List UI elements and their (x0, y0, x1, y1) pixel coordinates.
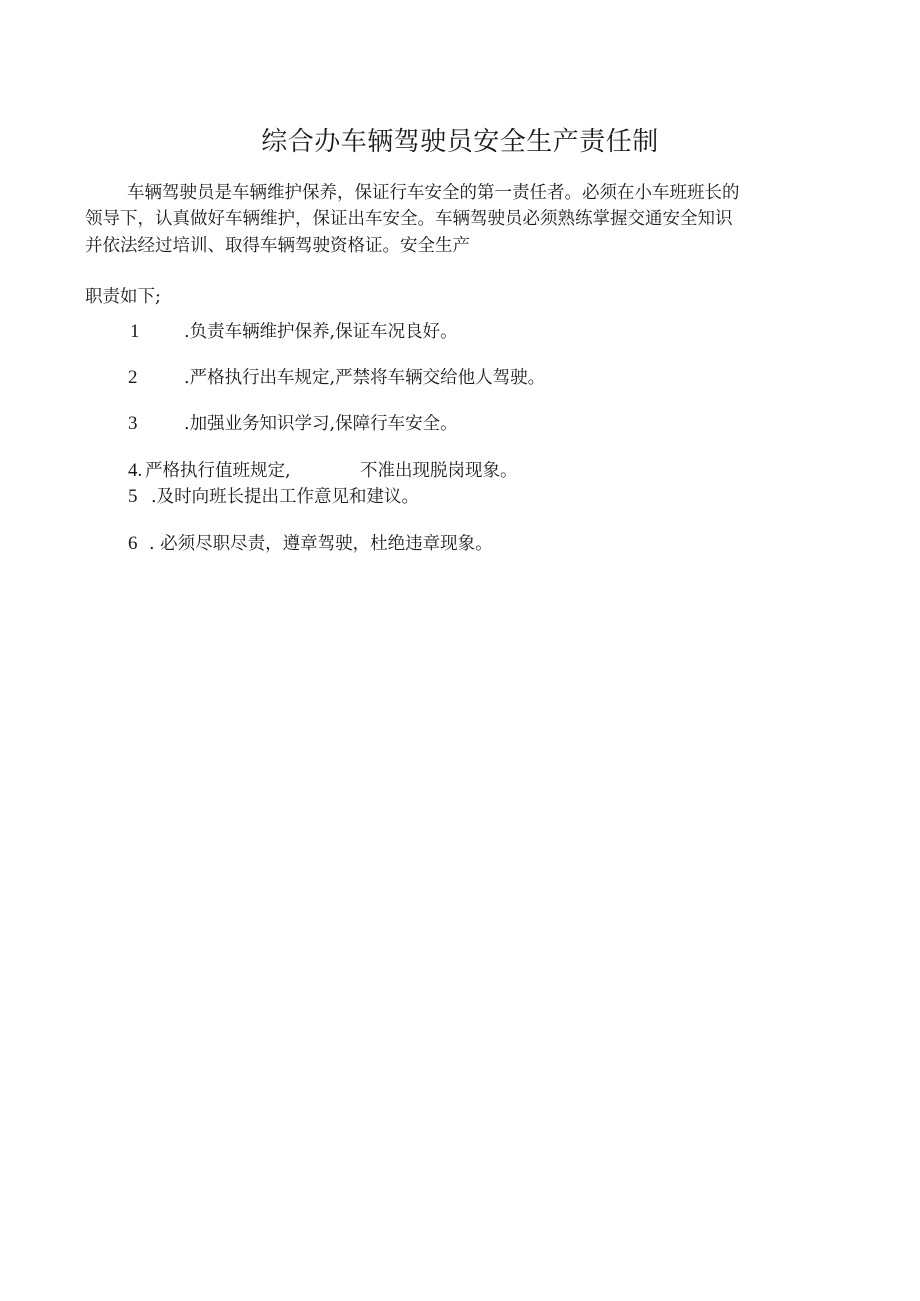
list-item-number: 3 (128, 413, 138, 434)
duties-intro: 职责如下; (85, 287, 161, 307)
list-item-text: . 必须尽职尽责，遵章驾驶，杜绝违章现象。 (149, 534, 493, 554)
list-item-number: 4. (128, 460, 143, 481)
list-item-number: 2 (128, 367, 138, 388)
list-item-number: 6 (128, 533, 138, 554)
list-item-text: 严格执行值班规定, (145, 461, 291, 481)
list-item-text: .严格执行出车规定,严禁将车辆交给他人驾驶。 (184, 368, 546, 388)
paragraph-line-2: 领导下，认真做好车辆维护，保证出车安全。车辆驾驶员必须熟练掌握交通安全知识 (85, 209, 733, 229)
list-item-text-continuation: 不准出现脱岗现象。 (360, 461, 518, 481)
paragraph-line-1: 车辆驾驶员是车辆维护保养，保证行车安全的第一责任者。必须在小车班班长的 (127, 183, 740, 203)
list-item-text: .负责车辆维护保养,保证车况良好。 (184, 322, 458, 342)
list-item-number: 1 (130, 321, 140, 342)
document-title: 综合办车辆驾驶员安全生产责任制 (261, 127, 659, 157)
paragraph-line-3: 并依法经过培训、取得车辆驾驶资格证。安全生产 (85, 236, 470, 256)
list-item-text: .加强业务知识学习,保障行车安全。 (184, 414, 458, 434)
list-item-number: 5 (128, 486, 138, 507)
list-item-text: .及时向班长提出工作意见和建议。 (151, 487, 420, 507)
